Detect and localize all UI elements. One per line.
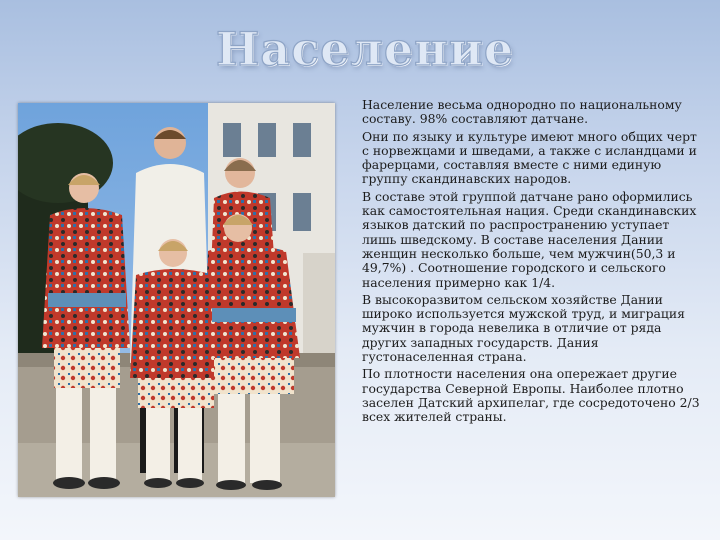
paragraph: В высокоразвитом сельском хозяйстве Дании широко используется мужской труд, и миграция мужчин в города невелика в отличие от ряда других западных государств. Дания густонаселенная страна. xyxy=(362,291,685,365)
paragraph: В составе этой группой датчане рано оформились как самостоятельная нация. Среди скандинавских языков датский по распространению уступает лишь шведскому. В составе населения Дании женщин несколько больше, чем мужчин(50,3 и 49,7%) . Соотношение городского и сельского населения примерно как 1/4. xyxy=(362,188,697,290)
paragraph: Они по языку и культуре имеют много общих черт с норвежцами и шведами, а также с исландцами и фарерцами, составляя вместе с ними единую группу скандинавских народов. xyxy=(362,128,697,187)
paragraph: Население весьма однородно по национальному составу. 98% составляют датчане. xyxy=(362,97,682,127)
slide-title: Население xyxy=(215,22,515,76)
family-photo xyxy=(18,103,335,497)
paragraph: По плотности населения она опережает другие государства Северной Европы. Наиболее плотно заселен Датский архипелаг, где сосредоточено 2/3 всех жителей страны. xyxy=(362,366,700,425)
body-text xyxy=(362,98,707,428)
